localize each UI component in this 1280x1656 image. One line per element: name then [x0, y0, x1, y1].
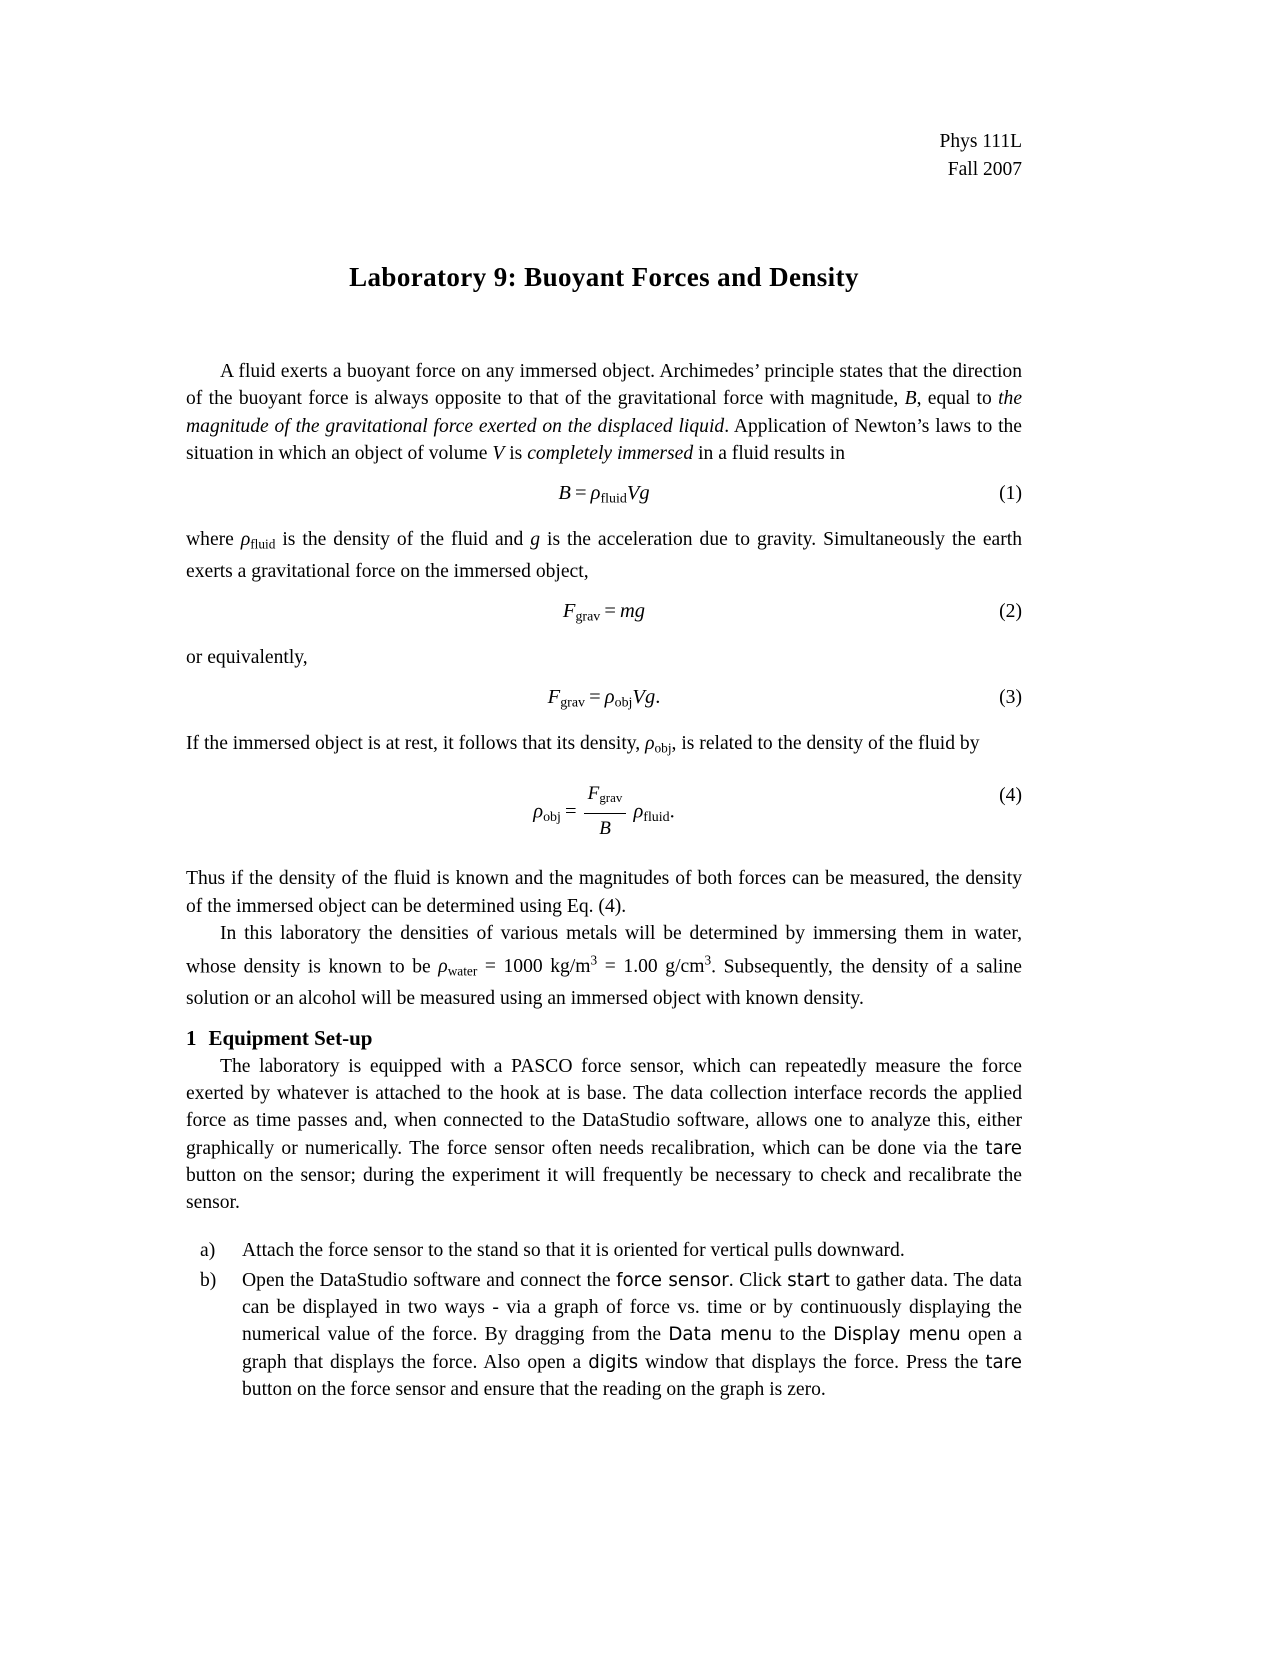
step-text-run: to the	[772, 1324, 834, 1346]
after-eq1-text-b: is the density of the fluid and	[275, 528, 531, 550]
ui-term-label: Data menu	[668, 1324, 773, 1346]
list-item	[186, 1267, 1022, 1403]
eq1-B: B	[558, 482, 571, 505]
after-eq3-text-a: If the immersed object is at rest, it follows that its density,	[186, 732, 646, 754]
eq3-period: .	[655, 685, 661, 708]
equation-2-number: (2)	[999, 600, 1022, 622]
eq4-rho-fluid-subscript: fluid	[643, 810, 670, 826]
step-text-run: open a graph that displays the force. Also open a	[242, 1324, 1023, 1373]
course-term: Fall 2007	[947, 158, 1022, 180]
eq3-g: g	[644, 685, 656, 708]
lab-intro-text-b: . Subsequently, the density of a saline solution or an alcohol will be measured using an immersed object with known density.	[186, 956, 1022, 1010]
ui-term-label: digits	[588, 1351, 639, 1373]
section-heading-equipment-setup	[186, 1025, 1022, 1052]
eq4-equals: =	[565, 801, 577, 823]
equation-4-body	[533, 782, 675, 844]
eq1-rho-subscript: fluid	[600, 491, 627, 507]
step-body	[242, 1270, 1022, 1400]
equation-1-body	[558, 480, 649, 513]
page-header	[722, 128, 1022, 183]
paragraph-after-eq4: Thus if the density of the fluid is known and the magnitudes of both forces can be measured, the density of the immersed object can be determined using Eq. (4).	[186, 868, 1022, 917]
intro-emphasis-2: completely immersed	[527, 442, 694, 464]
equation-object-density	[186, 782, 1022, 844]
paragraph-equipment	[186, 1053, 1022, 1217]
eq4-period: .	[669, 801, 675, 823]
after-eq1-text-a: where	[186, 528, 241, 550]
symbol-B-inline: B	[904, 388, 917, 410]
page-title: Laboratory 9: Buoyant Forces and Density	[349, 262, 859, 292]
step-text-run: window that displays the force. Press the	[638, 1351, 986, 1373]
list-item	[186, 1237, 1022, 1264]
step-body	[242, 1240, 905, 1261]
ui-term-label: tare	[985, 1351, 1023, 1373]
paragraph-intro	[186, 358, 1022, 467]
eq2-equals: =	[604, 599, 616, 622]
step-text-run: to gather data. The data can be displayed in two ways - via a graph of force vs. time or by continuously displaying the numerical value of the force. By dragging from the	[242, 1269, 1022, 1346]
water-equals-2: =	[604, 956, 616, 978]
water-density-si: 1000 kg/m	[503, 956, 591, 978]
water-density-cgs: 1.00 g/cm	[623, 956, 705, 978]
eq4-F-subscript: grav	[599, 790, 623, 806]
step-marker: a)	[200, 1240, 216, 1262]
paragraph-after-eq1	[186, 526, 1022, 585]
equation-3-body: $F_{grav} = \rho_{obj}Vg$.	[547, 685, 661, 711]
eq4-B: B	[599, 817, 611, 839]
ui-term-label: Display menu	[833, 1324, 961, 1346]
step-text-run: Open the DataStudio software and connect the	[242, 1269, 617, 1291]
eq1-equals: =	[575, 482, 587, 505]
water-density-expression	[438, 953, 712, 979]
eq2-mg: mg	[620, 599, 646, 622]
eq4-rho-obj: ρ	[533, 801, 544, 823]
rho-obj-inline: ρ	[645, 732, 655, 754]
equipment-text-a: The laboratory is equipped with a PASCO force sensor, which can repeatedly measure the force exerted by whatever is attached to the hook at is base. The data collection interface records the applied force as time passes and, when connected to the DataStudio software, allows one to analyze this, either graphically or numerically. The force sensor often needs recalibration, which can be done via the	[186, 1055, 1022, 1159]
eq4-numerator: $F_{grav}$	[584, 780, 627, 814]
step-text-run: Attach the force sensor to the stand so that it is oriented for vertical pulls downward.	[242, 1240, 905, 1262]
eq3-equals: =	[589, 685, 601, 708]
equipment-tare-label: tare	[985, 1137, 1022, 1159]
rho-water-subscript: water	[447, 963, 478, 979]
rho-water-inline: ρ	[438, 956, 448, 978]
symbol-V-inline: V	[492, 442, 505, 464]
equation-buoyant-force	[186, 480, 1022, 513]
after-eq1-text-c: is the acceleration due to gravity. Simultaneously the earth exerts a gravitational force on the immersed object,	[186, 528, 1022, 582]
course-code: Phys 111L	[939, 131, 1022, 152]
after-eq3-text-b: , is related to the density of the fluid by	[671, 732, 980, 754]
eq1-V: V	[626, 482, 640, 505]
equation-1-number: (1)	[999, 483, 1022, 505]
symbol-g-inline: g	[530, 528, 541, 550]
eq4-rho-fluid: ρ	[633, 801, 644, 823]
steps-list	[186, 1237, 1022, 1403]
equation-3-number: (3)	[999, 686, 1022, 708]
paragraph-after-eq2: or equivalently,	[186, 646, 308, 668]
eq3-F-subscript: grav	[560, 695, 585, 711]
paragraph-lab-intro	[186, 920, 1022, 1013]
equipment-text-b: button on the sensor; during the experiment it will frequently be necessary to check and recalibrate the sensor.	[186, 1164, 1022, 1214]
eq3-rho: ρ	[604, 685, 615, 708]
water-equals-1: =	[484, 956, 496, 978]
paragraph-after-eq3	[186, 730, 1022, 762]
intro-text-c: . Application of Newton’s laws to the situation in which an object of volume	[186, 415, 1023, 464]
intro-text-d: is	[504, 442, 528, 464]
water-density-cgs-exponent: 3	[704, 953, 712, 969]
intro-text-b: , equal to	[916, 388, 999, 410]
step-text-run: . Click	[728, 1269, 788, 1291]
water-density-si-exponent: 3	[590, 953, 598, 969]
intro-emphasis-1: the magnitude of the gravitational force exerted on the displaced liquid	[186, 388, 1023, 437]
step-text-run: button on the force sensor and ensure that the reading on the graph is zero.	[242, 1378, 826, 1400]
eq3-V: V	[632, 685, 645, 708]
rho-obj-subscript: obj	[654, 740, 672, 756]
eq3-rho-subscript: obj	[614, 695, 633, 711]
section-number: 1	[186, 1026, 197, 1051]
equation-gravitational-force-density	[186, 684, 1022, 717]
equation-2-body: $F_{grav}$ = mg	[562, 599, 646, 625]
ui-term-label: force sensor	[616, 1269, 729, 1291]
eq1-rho: ρ	[590, 482, 601, 505]
lab-intro-text-a: In this laboratory the densities of various metals will be determined by immersing them in water, whose density is known to be	[186, 922, 1022, 978]
ui-term-label: start	[787, 1269, 830, 1291]
section-title: Equipment Set-up	[208, 1026, 373, 1051]
step-marker: b)	[200, 1269, 217, 1291]
eq4-fraction	[584, 780, 627, 842]
eq1-g: g	[639, 482, 650, 505]
eq4-rho-obj-subscript: obj	[543, 810, 561, 826]
equation-4-number: (4)	[999, 785, 1022, 807]
rho-fluid-inline: ρ	[240, 528, 251, 550]
eq4-denominator	[584, 814, 627, 842]
equation-gravitational-force	[186, 598, 1022, 631]
eq2-F-subscript: grav	[575, 609, 601, 625]
rho-fluid-subscript: fluid	[250, 536, 276, 552]
intro-text-a: A fluid exerts a buoyant force on any immersed object. Archimedes’ principle states that the direction of the buoyant force is always opposite to that of the gravitational force with magnitude,	[186, 361, 1022, 410]
intro-text-e: in a fluid results in	[693, 442, 846, 464]
document-body	[186, 358, 1022, 1405]
